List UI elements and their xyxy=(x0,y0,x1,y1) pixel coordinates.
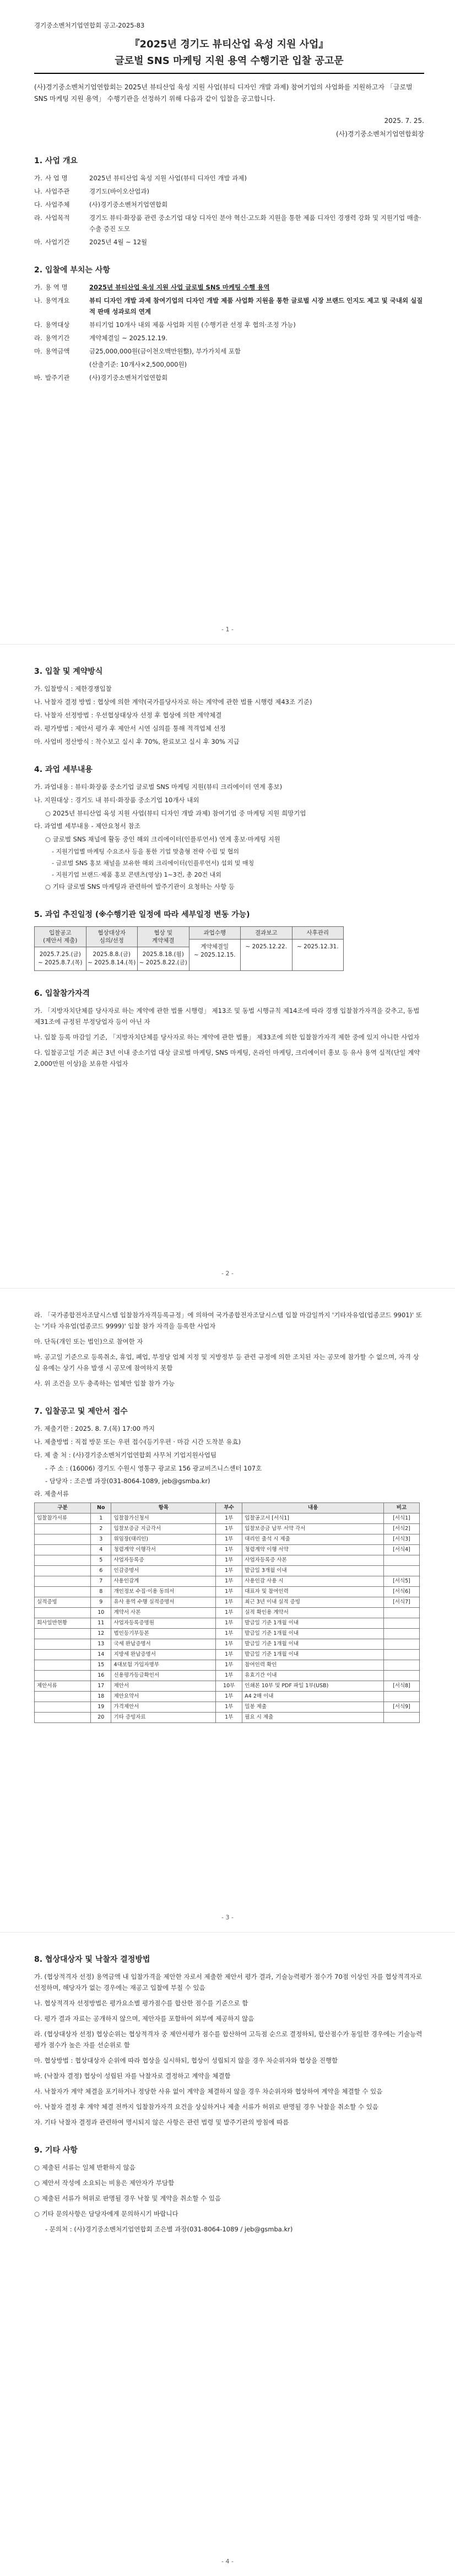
table-cell xyxy=(35,1608,91,1618)
paragraph: 바. (낙찰자 결정) 협상이 성립된 자를 낙찰자로 결정하고 계약을 체결함 xyxy=(34,2072,231,2080)
page-1 xyxy=(0,0,455,644)
section-title: 7. 입찰공고 및 제안서 접수 xyxy=(34,1407,128,1416)
table-row xyxy=(35,1608,420,1618)
list-item: 마. 사업비 정산방식 : 착수보고 실시 후 70%, 완료보고 실시 후 30% 지급 xyxy=(34,738,240,745)
table-cell: 가격제안서 xyxy=(111,1702,216,1713)
item-key: 라. xyxy=(34,334,42,342)
item-label: 사업목적 xyxy=(45,214,70,222)
table-cell: 1 xyxy=(91,1514,111,1524)
table-cell: 입찰보증금 납부 서약 각서 xyxy=(242,1524,384,1534)
schedule-step xyxy=(240,927,292,970)
table-cell: 4 xyxy=(91,1545,111,1555)
table-cell xyxy=(35,1692,91,1702)
schedule-table xyxy=(34,926,344,971)
table-cell: 2 xyxy=(91,1524,111,1534)
table-cell: 19 xyxy=(91,1702,111,1713)
table-cell: 제안서류 xyxy=(35,1681,91,1692)
table-header-cell: 항목 xyxy=(111,1503,216,1514)
paragraph: ○ 제출된 서류가 허위로 판명될 경우 낙찰 및 계약을 취소할 수 있음 xyxy=(34,2194,221,2202)
paragraph: 가. 「지방자치단체를 당사자로 하는 계약에 관한 법률 시행령」 제13조 및 동법 시행규칙 제14조에 따라 경쟁 입찰참가자격을 갖추고, 동법 제31조에 규정된 부정당업자 등이 아닌 자 xyxy=(34,1007,420,1026)
table-cell: 6 xyxy=(91,1566,111,1576)
table-cell: 발급일 기준 1개월 이내 xyxy=(242,1629,384,1639)
schedule-step xyxy=(35,927,86,970)
table-cell: 10 xyxy=(91,1608,111,1618)
list-item: 다. 제 출 처 : (사)경기중소벤처기업연합회 사무처 기업지원사업팀 xyxy=(34,1451,216,1459)
page-number: - 1 - xyxy=(221,626,234,633)
table-cell: 10부 xyxy=(216,1681,242,1692)
list-item: 가. 입찰방식 : 제한경쟁입찰 xyxy=(34,685,112,693)
list-item xyxy=(34,173,424,184)
page-number: - 4 - xyxy=(221,2558,234,2565)
page-2 xyxy=(0,644,455,1288)
list-item: 나. 지원대상 : 경기도 내 뷰티·화장품 중소기업 10개사 내외 xyxy=(34,796,199,804)
table-cell: [서식5] xyxy=(383,1576,419,1587)
item-key: 나. xyxy=(34,297,42,304)
schedule-step xyxy=(189,927,241,970)
table-cell: 17 xyxy=(91,1681,111,1692)
list-item: 라. 평가방법 : 제안서 평가 후 제안서 시연 심의를 통해 적격업체 선정 xyxy=(34,724,226,732)
item-key xyxy=(34,359,45,370)
table-cell: 발급일 3개월 이내 xyxy=(242,1566,384,1576)
table-header-cell: 비고 xyxy=(383,1503,419,1514)
section-title: 8. 협상대상자 및 낙찰자 결정방법 xyxy=(34,1955,150,1964)
item-label: 사업주체 xyxy=(45,201,70,208)
schedule-step-header: 과업수행 xyxy=(189,927,241,940)
item-value: 2025년 4월 ~ 12월 xyxy=(89,238,148,246)
table-cell xyxy=(35,1555,91,1566)
item-value: 뷰티기업 10개사 내외 제품 사업화 지원 (수행기관 선정 후 협의·조정 가능) xyxy=(89,321,296,329)
table-cell: 9 xyxy=(91,1597,111,1608)
list-item: - 주 소 : (16006) 경기도 수원시 영통구 광교로 156 광교비즈니스센터 107호 xyxy=(45,1464,262,1472)
item-label: 용역개요 xyxy=(45,297,70,304)
table-cell xyxy=(383,1660,419,1671)
paragraph: 다. 평가 결과 자료는 공개하지 않으며, 제안자를 포함하여 외부에 제공하지 않음 xyxy=(34,2015,254,2022)
notice-date: 2025. 7. 25. xyxy=(384,117,424,125)
table-cell xyxy=(383,1671,419,1681)
table-cell xyxy=(383,1692,419,1702)
table-cell: 사업자등록증 xyxy=(111,1555,216,1566)
table-cell: 사업자등록증 사본 xyxy=(242,1555,384,1566)
item-value: (사)경기중소벤처기업연합회 xyxy=(89,201,168,208)
item-value: 계약체결일 ~ 2025.12.19. xyxy=(89,334,167,342)
table-cell xyxy=(35,1639,91,1650)
table-cell: 유사 용역 수행 실적증명서 xyxy=(111,1597,216,1608)
table-cell: 20 xyxy=(91,1713,111,1723)
table-cell: 13 xyxy=(91,1639,111,1650)
schedule-step-header: 협상 및 계약체결 xyxy=(138,927,189,947)
table-cell: 제안서 xyxy=(111,1681,216,1692)
table-cell: 1부 xyxy=(216,1650,242,1660)
table-cell: 8 xyxy=(91,1587,111,1597)
list-item: ○ 글로벌 SNS 채널에 활동 중인 해외 크리에이터(인플루언서) 연계 홍보·마케팅 지원 xyxy=(45,835,280,843)
paragraph: ○ 제출된 서류는 일체 반환하지 않음 xyxy=(34,2164,136,2171)
document-subtitle: 글로벌 SNS 마케팅 지원 용역 수행기관 입찰 공고문 xyxy=(115,55,344,67)
schedule-step xyxy=(137,927,189,970)
table-cell xyxy=(35,1534,91,1545)
schedule-step xyxy=(292,927,344,970)
table-row xyxy=(35,1534,420,1545)
item-value: 금25,000,000원(금이천오백만원整), 부가가치세 포함 xyxy=(89,347,241,355)
list-item: - 지원기업별 마케팅 수요조사 등을 통한 기업 맞춤형 전략 수립 및 협의 xyxy=(52,848,239,855)
table-cell: 입찰보증금 지급각서 xyxy=(111,1524,216,1534)
paragraph: 가. (협상적격자 선정) 용역금액 내 입찰가격을 제안한 자로서 제출한 제안서 평가 결과, 기술능력평가 점수가 70점 이상인 자를 협상적격자로 선정하며, 해당자가 없는 경우에는 재공고 입찰에 부칠 수 있음 xyxy=(34,1973,422,1992)
list-item xyxy=(34,295,424,317)
paragraph: 라. (협상대상자 선정) 협상순위는 협상적격자 중 제안서평가 점수를 합산하여 고득점 순으로 결정하되, 합산점수가 동일한 경우에는 기술능력평가 점수가 높은 자를 선순위로 함 xyxy=(34,2030,422,2049)
list-item: 나. 낙찰자 결정 방법 : 협상에 의한 계약(국가를당사자로 하는 계약에 관한 법률 시행령 제43조 기준) xyxy=(34,698,312,706)
paragraph: 아. 낙찰자 결정 후 계약 체결 전까지 입찰참가자격 요건을 상실하거나 제출 서류가 허위로 판명될 경우 낙찰을 취소할 수 있음 xyxy=(34,2103,378,2111)
list-item xyxy=(34,319,424,330)
documents-table-body xyxy=(35,1514,420,1723)
table-cell: 청렴계약 이행각서 xyxy=(111,1545,216,1555)
table-header-row xyxy=(35,1503,420,1514)
table-cell: A4 2매 이내 xyxy=(242,1692,384,1702)
page-number: - 2 - xyxy=(221,1270,234,1277)
table-cell: 최근 3년 이내 실적 증빙 xyxy=(242,1597,384,1608)
item-key: 마. xyxy=(34,238,42,246)
table-row xyxy=(35,1702,420,1713)
table-cell: 사용인감 사용 시 xyxy=(242,1576,384,1587)
list-item xyxy=(34,332,424,344)
table-row xyxy=(35,1629,420,1639)
table-cell: 인감증명서 xyxy=(111,1566,216,1576)
schedule-step xyxy=(86,927,138,970)
table-cell xyxy=(383,1618,419,1629)
list-item: 다. 과업별 세부내용 - 제안요청서 참조 xyxy=(34,822,140,830)
table-cell: 계약서 사본 xyxy=(111,1608,216,1618)
list-item xyxy=(34,346,424,357)
schedule-step-value: ~ 2025.12.22. xyxy=(245,943,288,950)
schedule-step-header: 사후관리 xyxy=(292,927,344,940)
table-cell: 1부 xyxy=(216,1534,242,1545)
item-key: 바. xyxy=(34,374,42,382)
item-label: 용역기간 xyxy=(45,334,70,342)
table-cell: [서식9] xyxy=(383,1702,419,1713)
table-cell: 1부 xyxy=(216,1555,242,1566)
intro-paragraph: (사)경기중소벤처기업연합회는 2025년 뷰티산업 육성 지원 사업(뷰티 디자인 개발 과제) 참여기업의 사업화를 지원하고자 「글로벌 SNS 마케팅 지원 용역」 수행기관을 선정하기 위해 다음과 같이 입찰을 공고합니다. xyxy=(34,83,413,103)
item-value: 2025년 뷰티산업 육성 지원 사업 글로벌 SNS 마케팅 수행 용역 xyxy=(89,283,270,291)
paragraph: 마. 협상방법 : 협상대상자 순위에 따라 협상을 실시하되, 협상이 성립되지 않을 경우 차순위자와 협상을 진행함 xyxy=(34,2057,338,2064)
signature: (사)경기중소벤처기업연합회장 xyxy=(335,130,424,138)
section-title: 4. 과업 세부내용 xyxy=(34,765,93,774)
schedule-step-value: 2025.8.18.(월) ~ 2025.8.22.(금) xyxy=(139,951,187,966)
list-item: - 담당자 : 조은별 과장(031-8064-1089, jeb@gsmba.kr) xyxy=(45,1477,210,1485)
list-item xyxy=(34,282,424,293)
table-row xyxy=(35,1597,420,1608)
schedule-step-value: ~ 2025.12.31. xyxy=(296,943,339,950)
table-row xyxy=(35,1555,420,1566)
table-row xyxy=(35,1566,420,1576)
list-item xyxy=(34,212,424,234)
section-title: 3. 입찰 및 계약방식 xyxy=(34,667,103,676)
schedule-step-value: 2025.8.8.(금) ~ 2025.8.14.(목) xyxy=(88,951,136,966)
item-value: (산출기준: 10개사×2,500,000원) xyxy=(89,361,187,368)
table-row xyxy=(35,1576,420,1587)
table-cell: 인쇄본 10부 및 PDF 파일 1부(USB) xyxy=(242,1681,384,1692)
table-cell: 1부 xyxy=(216,1566,242,1576)
table-cell xyxy=(35,1576,91,1587)
table-cell: 사용인감계 xyxy=(111,1576,216,1587)
table-cell xyxy=(383,1629,419,1639)
list-item: 라. 제출서류 xyxy=(34,1490,69,1498)
schedule-step-header: 입찰공고 (제안서 제출) xyxy=(35,927,86,947)
table-cell: 1부 xyxy=(216,1545,242,1555)
table-row xyxy=(35,1587,420,1597)
table-cell: 1부 xyxy=(216,1671,242,1681)
table-cell: 18 xyxy=(91,1692,111,1702)
table-cell: 입찰참가서류 xyxy=(35,1514,91,1524)
table-cell xyxy=(35,1629,91,1639)
table-cell: 1부 xyxy=(216,1608,242,1618)
schedule-step-header: 협상대상자 심의/선정 xyxy=(86,927,138,947)
table-cell: 5 xyxy=(91,1555,111,1566)
list-item: ○ 기타 글로벌 SNS 마케팅과 관련하여 발주기관이 요청하는 사항 등 xyxy=(45,883,235,890)
table-row xyxy=(35,1650,420,1660)
table-cell xyxy=(383,1566,419,1576)
table-cell: 1부 xyxy=(216,1702,242,1713)
item-value: 2025년 뷰티산업 육성 지원 사업(뷰티 디자인 개발 과제) xyxy=(89,174,247,182)
list-item: 다. 낙찰자 선정방법 : 우선협상대상자 선정 후 협상에 의한 계약체결 xyxy=(34,711,222,719)
table-cell xyxy=(383,1650,419,1660)
notice-number: 경기중소벤처기업연합회 공고-2025-83 xyxy=(34,22,145,29)
item-label xyxy=(45,359,89,370)
table-cell: [서식3] xyxy=(383,1534,419,1545)
table-cell: 16 xyxy=(91,1671,111,1681)
item-label: 용역대상 xyxy=(45,321,70,329)
table-cell: 1부 xyxy=(216,1597,242,1608)
documents-table-header xyxy=(35,1503,420,1514)
paragraph: 자. 기타 낙찰자 결정과 관련하여 명시되지 않은 사항은 관련 법령 및 발주기관의 방침에 따름 xyxy=(34,2118,289,2126)
table-cell: 실적증빙 xyxy=(35,1597,91,1608)
table-row xyxy=(35,1545,420,1555)
list-item: - 글로벌 SNS 홍보 채널을 보유한 해외 크리에이터(인플루언서) 섭외 및 매칭 xyxy=(52,860,254,867)
documents-table xyxy=(34,1502,420,1723)
table-cell: 1부 xyxy=(216,1629,242,1639)
item-key: 다. xyxy=(34,321,42,329)
table-cell: 지방세 완납증명서 xyxy=(111,1650,216,1660)
page-3 xyxy=(0,1288,455,1932)
table-cell xyxy=(383,1608,419,1618)
section-title: 9. 기타 사항 xyxy=(34,2146,78,2155)
table-cell: 위임장(대리인) xyxy=(111,1534,216,1545)
table-cell: 3 xyxy=(91,1534,111,1545)
table-cell: 참여인력 확인 xyxy=(242,1660,384,1671)
item-key: 가. xyxy=(34,174,42,182)
table-cell: 1부 xyxy=(216,1713,242,1723)
table-cell: 11 xyxy=(91,1618,111,1629)
table-cell xyxy=(35,1650,91,1660)
item-label: 용역금액 xyxy=(45,347,70,355)
paragraph: 다. 입찰공고일 기준 최근 3년 이내 중소기업 대상 글로벌 마케팅, SNS 마케팅, 온라인 마케팅, 크리에이터 홍보 등 유사 용역 실적(단일 계약 2,000만원 이상)을 보유한 사업자 xyxy=(34,1049,420,1067)
table-cell: 1부 xyxy=(216,1514,242,1524)
list-item xyxy=(34,199,424,210)
section-title: 1. 사업 개요 xyxy=(34,157,78,165)
table-cell: 사업자등록증명원 xyxy=(111,1618,216,1629)
table-cell: 입찰참가신청서 xyxy=(111,1514,216,1524)
item-label: 발주기관 xyxy=(45,374,70,382)
table-cell xyxy=(383,1555,419,1566)
table-cell xyxy=(383,1713,419,1723)
paragraph: 나. 입찰 등록 마감일 기준, 「지방자치단체를 당사자로 하는 계약에 관한 법률」 제33조에 의한 입찰참가자격 제한 중에 있지 아니한 사업자 xyxy=(34,1033,420,1041)
table-cell xyxy=(35,1671,91,1681)
table-cell: 7 xyxy=(91,1576,111,1587)
table-cell: [서식8] xyxy=(383,1681,419,1692)
item-label: 사 업 명 xyxy=(45,174,68,182)
table-row xyxy=(35,1524,420,1534)
table-header-cell: No xyxy=(91,1503,111,1514)
table-cell: 입찰공고서 [서식1] xyxy=(242,1514,384,1524)
list-item xyxy=(34,359,424,370)
table-cell: 1부 xyxy=(216,1692,242,1702)
table-cell: 1부 xyxy=(216,1524,242,1534)
table-cell: 밀봉 제출 xyxy=(242,1702,384,1713)
paragraph: 사. 낙찰자가 계약 체결을 포기하거나 정당한 사유 없이 계약을 체결하지 않을 경우 차순위자와 협상하여 계약을 체결할 수 있음 xyxy=(34,2087,383,2095)
table-cell: 1부 xyxy=(216,1587,242,1597)
table-cell: 제안요약서 xyxy=(111,1692,216,1702)
schedule-step-value: 계약체결일 ~ 2025.12.15. xyxy=(193,943,236,958)
paragraph: - 문의처 : (사)경기중소벤처기업연합회 조은별 과장(031-8064-1089 / jeb@gsmba.kr) xyxy=(45,2225,293,2233)
list-item: 나. 제출방법 : 직접 방문 또는 우편 접수(등기우편 · 마감 시간 도착분 유효) xyxy=(34,1438,241,1446)
item-value: 경기도(바이오산업과) xyxy=(89,187,149,195)
table-cell: 14 xyxy=(91,1650,111,1660)
table-cell xyxy=(35,1545,91,1555)
table-cell: 개인정보 수집·이용 동의서 xyxy=(111,1587,216,1597)
table-cell xyxy=(35,1713,91,1723)
table-cell: [서식6] xyxy=(383,1587,419,1597)
list-item xyxy=(34,237,424,248)
table-cell: 법인등기부등본 xyxy=(111,1629,216,1639)
table-cell: 1부 xyxy=(216,1660,242,1671)
page-4 xyxy=(0,1932,455,2576)
table-row xyxy=(35,1681,420,1692)
table-cell: 4대보험 가입자명부 xyxy=(111,1660,216,1671)
item-key: 나. xyxy=(34,187,42,195)
table-cell xyxy=(383,1639,419,1650)
table-cell: 발급일 기준 1개월 이내 xyxy=(242,1650,384,1660)
document-title: 『2025년 경기도 뷰티산업 육성 지원 사업』 xyxy=(129,39,329,50)
table-row xyxy=(35,1618,420,1629)
table-cell: [서식4] xyxy=(383,1545,419,1555)
table-cell: 국세 완납증명서 xyxy=(111,1639,216,1650)
list-item: ○ 2025년 뷰티산업 육성 지원 사업(뷰티 디자인 개발 과제) 참여기업 중 마케팅 지원 희망기업 xyxy=(45,809,306,817)
table-header-cell: 구분 xyxy=(35,1503,91,1514)
title-divider xyxy=(34,73,424,74)
item-key: 라. xyxy=(34,214,42,222)
schedule-step-header: 결과보고 xyxy=(241,927,292,940)
section-title: 5. 과업 추진일정 (※수행기관 일정에 따라 세부일정 변동 가능) xyxy=(34,910,250,919)
item-value: 경기도 뷰티·화장품 관련 중소기업 대상 디자인 분야 혁신·고도화 지원을 통한 제품 디자인 경쟁력 강화 및 지원기업 매출·수출 증진 도모 xyxy=(89,214,421,233)
section-title: 2. 입찰에 부치는 사항 xyxy=(34,266,110,275)
list-item: - 지원기업 브랜드·제품 홍보 콘텐츠(영상) 1~3건, 총 20건 내외 xyxy=(52,871,221,878)
table-cell xyxy=(35,1524,91,1534)
item-key: 마. xyxy=(34,347,42,355)
item-value: 뷰티 디자인 개발 과제 참여기업의 디자인 개발 제품 사업화 지원을 통한 글로벌 시장 브랜드 인지도 제고 및 국내외 실질적 판매 성과로의 연계 xyxy=(89,297,423,315)
paragraph: 마. 단독(개인 또는 법인)으로 참여한 자 xyxy=(34,1338,143,1345)
table-cell xyxy=(35,1660,91,1671)
table-cell: 발급일 기준 1개월 이내 xyxy=(242,1618,384,1629)
table-row xyxy=(35,1692,420,1702)
paragraph: 바. 공고일 기준으로 등록취소, 휴업, 폐업, 부정당 업체 지정 및 지방정부 등 관련 규정에 의한 조치된 자는 공모에 참가할 수 없으며, 자격 상실 유예는 상기 사유 발생 시 공모에 참여하지 못함 xyxy=(34,1353,419,1372)
table-row xyxy=(35,1514,420,1524)
item-key: 다. xyxy=(34,201,42,208)
item-label: 용 역 명 xyxy=(45,283,68,291)
item-label: 사업기간 xyxy=(45,238,70,246)
table-cell: [서식1] xyxy=(383,1514,419,1524)
paragraph: ○ 제안서 작성에 소요되는 비용은 제안자가 부담함 xyxy=(34,2179,175,2187)
table-cell: 유효기간 이내 xyxy=(242,1671,384,1681)
table-cell: 1부 xyxy=(216,1618,242,1629)
table-cell: 청렴계약 이행 서약 xyxy=(242,1545,384,1555)
table-cell: 1부 xyxy=(216,1639,242,1650)
item-value: (사)경기중소벤처기업연합회 xyxy=(89,374,168,382)
table-row xyxy=(35,1660,420,1671)
section-title: 6. 입찰참가자격 xyxy=(34,989,90,998)
table-cell: 회사일반현황 xyxy=(35,1618,91,1629)
paragraph: 사. 위 조건을 모두 충족하는 업체만 입찰 참가 가능 xyxy=(34,1380,175,1387)
item-key: 가. xyxy=(34,283,42,291)
table-cell: [서식7] xyxy=(383,1597,419,1608)
table-cell: [서식2] xyxy=(383,1524,419,1534)
paragraph: 라. 「국가종합전자조달시스템 입찰참가자격등록규정」에 의하여 국가종합전자조달시스템 입찰 마감일까지 '기타자유업(업종코드 9901)' 또는 '기타 자유업(업종코드 9999)' 입찰 참가 자격을 등록한 사업자 xyxy=(34,1311,422,1330)
table-cell: 12 xyxy=(91,1629,111,1639)
list-item xyxy=(34,186,424,197)
item-label: 사업주관 xyxy=(45,187,70,195)
table-cell xyxy=(35,1702,91,1713)
list-item: 가. 제출기한 : 2025. 8. 7.(목) 17:00 까지 xyxy=(34,1425,155,1432)
table-row xyxy=(35,1671,420,1681)
table-row xyxy=(35,1639,420,1650)
table-cell xyxy=(35,1566,91,1576)
table-row xyxy=(35,1713,420,1723)
list-item: 가. 과업내용 : 뷰티·화장품 중소기업 글로벌 SNS 마케팅 지원(뷰티 크리에이터 연계 홍보) xyxy=(34,783,283,791)
table-cell: 기타 증빙자료 xyxy=(111,1713,216,1723)
table-header-cell: 내용 xyxy=(242,1503,384,1514)
table-cell: 필요 시 제출 xyxy=(242,1713,384,1723)
table-cell: 1부 xyxy=(216,1576,242,1587)
table-cell xyxy=(35,1587,91,1597)
table-cell: 15 xyxy=(91,1660,111,1671)
page-number: - 3 - xyxy=(221,1914,234,1921)
table-cell: 대표자 및 참여인력 xyxy=(242,1587,384,1597)
table-header-cell: 부수 xyxy=(216,1503,242,1514)
table-cell: 신용평가등급확인서 xyxy=(111,1671,216,1681)
paragraph: 나. 협상적격자 선정방법은 평가요소별 평가점수를 합산한 점수를 기준으로 함 xyxy=(34,1999,248,2007)
schedule-step-value: 2025.7.25.(금) ~ 2025.8.7.(목) xyxy=(37,951,83,966)
table-cell: 실적 확인용 계약서 xyxy=(242,1608,384,1618)
table-cell: 대리인 출석 시 제출 xyxy=(242,1534,384,1545)
list-item xyxy=(34,372,424,383)
table-cell: 발급일 기준 1개월 이내 xyxy=(242,1639,384,1650)
paragraph: ○ 기타 문의사항은 담당자에게 문의하시기 바랍니다 xyxy=(34,2210,178,2218)
